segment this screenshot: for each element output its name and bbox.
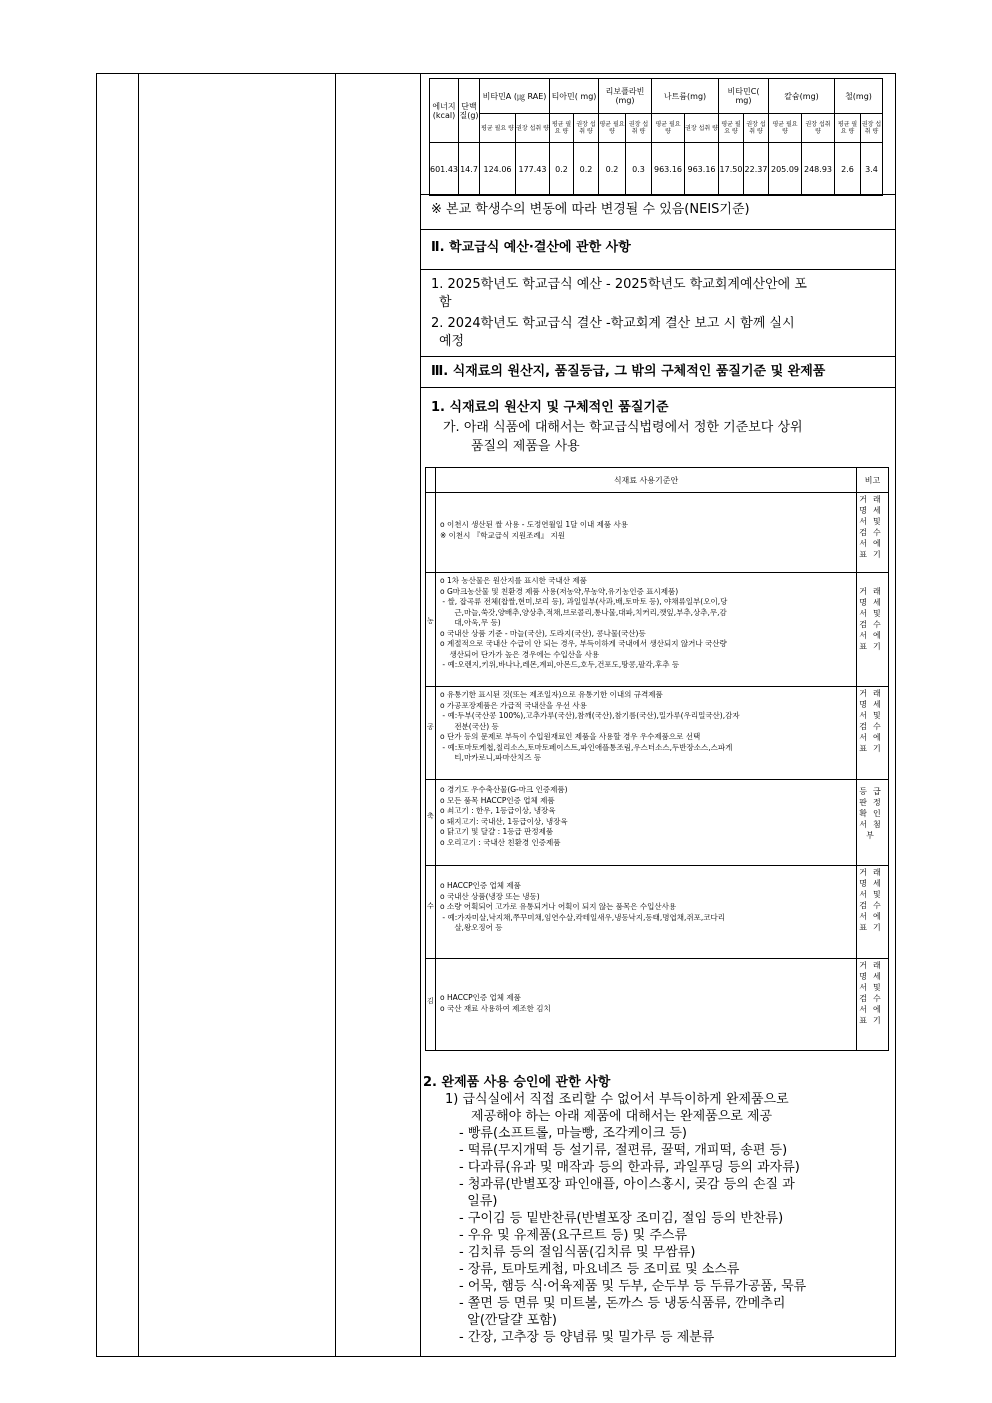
section2-line2: 2. 2024학년도 학교급식 결산 -학교회계 결산 보고 시 함께 실시	[431, 316, 795, 331]
column-divider	[138, 74, 139, 1356]
header-riboflavin: 리보플라빈 (mg)	[599, 79, 652, 114]
value-cell: 2.6	[835, 143, 861, 196]
category-lead: 공	[427, 723, 434, 731]
table-row-divider	[426, 572, 888, 573]
table-row-divider	[426, 779, 888, 780]
value-cell: 963.16	[652, 143, 685, 196]
standard-note: 등급판정확인서첨부	[859, 787, 887, 840]
header-protein: 단백질(g)	[459, 79, 480, 143]
standard-text: o HACCP인증 업체 제품 o 국내산 상품(냉장 또는 냉동) o 소량 어획되어 고가로 유통되거나 어획이 되지 않는 품목은 수입산사용 - 예:가자미살,낙지채,쭈꾸미채,임연수살,칵테일새우,냉동낙지,동태,명엽채,쥐포,코다리 살,왕오징어 등	[440, 881, 726, 932]
value-cell: 17.50	[719, 143, 744, 196]
value-cell: 124.06	[480, 143, 516, 196]
value-cell: 963.16	[685, 143, 719, 196]
divider	[421, 356, 895, 357]
section4-intro1: 1) 급식실에서 직접 조리할 수 없어서 부득이하게 완제품으로	[445, 1092, 789, 1107]
section3-title: Ⅲ. 식재료의 원산지, 품질등급, 그 밖의 구체적인 품질기준 및 완제품	[431, 364, 826, 379]
list-item: - 청과류(반별포장 파인애플, 아이스홍시, 곶감 등의 손질 과	[459, 1177, 795, 1192]
sub-header-ear: 평균 필요 량	[652, 114, 685, 143]
category-lead: 김	[427, 997, 434, 1005]
nutrition-table	[429, 78, 883, 196]
standards-table	[425, 467, 889, 1051]
value-cell: 14.7	[459, 143, 480, 196]
section2-title: Ⅱ. 학교급식 예산·결산에 관한 사항	[431, 240, 631, 255]
table-row-divider	[426, 958, 888, 959]
list-item: - 떡류(무지개떡 등 설기류, 절편류, 꿀떡, 개피떡, 송편 등)	[459, 1143, 788, 1158]
header-energy: 에너지(kcal)	[430, 79, 459, 143]
standards-header: 식재료 사용기준안	[613, 475, 679, 485]
sub-header-ear: 평균 필요 량	[835, 114, 861, 143]
list-item: - 김치류 등의 절임식품(김치류 및 무쌈류)	[459, 1245, 696, 1260]
notice-text: ※ 본교 학생수의 변동에 따라 변경될 수 있음(NEIS기준)	[431, 202, 750, 217]
content-column	[421, 74, 895, 1356]
sub-header-rni: 권장 섭취 량	[574, 114, 599, 143]
section2-line1b: 함	[439, 295, 452, 310]
list-item: - 우유 및 유제품(요구르트 등) 및 주스류	[459, 1228, 687, 1243]
section2-line2b: 예정	[439, 334, 465, 349]
sub-header-ear: 평균 필요 량	[719, 114, 744, 143]
value-cell: 0.3	[626, 143, 652, 196]
sub-header-ear: 평균 필요 량	[599, 114, 626, 143]
standard-text: o 1차 농산물은 원산지를 표시한 국내산 제품 o G마크농산물 및 친환경 제품 사용(저농약,무농약,유기농인증 표시제품) - 쌀, 잡곡류 전체(찹쌀,현미,보리 등), 과일일부(사과,배,토마토 등), 야채류일부(오이,당 근,마늘,쑥갓,양배추,양상추,적채,브로콜리,통나물,대파,치커리,깻잎,부추,상추,무,감 대,아욱,무 등) o 국내산 상품 기준 - 마늘(국산), 도라지(국산), 콩나물(국산)등 o 계절적으로 국내산 수급이 안 되는 경우, 부득이하게 국내에서 생산되지 않거나 국산량 생산되어 단가가 높은 경우에는 수입산을 사용 - 예:오렌지,키위,바나나,레몬,계피,아몬드,호두,건포도,땅콩,팔각,후추 등	[440, 576, 728, 669]
list-item: - 다과류(유과 및 매작과 등의 한과류, 과일푸딩 등의 과자류)	[459, 1160, 800, 1175]
divider	[421, 194, 895, 195]
standard-text: o 경기도 우수축산물(G-마크 인증제품) o 모든 품목 HACCP인증 업체 제품 o 쇠고기 : 한우, 1등급이상, 냉장육 o 돼지고기: 국내산, 1등급이상, 냉장육 o 닭고기 및 달걀 : 1등급 판정제품 o 오리고기 : 국내산 친환경 인증제품	[440, 785, 568, 847]
sub-header-ear: 평균 필요 량	[480, 114, 516, 143]
value-cell: 248.93	[802, 143, 835, 196]
standard-note: 거래명세서및검수서에표기	[859, 868, 887, 932]
table-divider	[856, 468, 857, 1050]
section3-sub1a: 가. 아래 식품에 대해서는 학교급식법령에서 정한 기준보다 상위	[443, 420, 803, 435]
section3-sub1: 1. 식재료의 원산지 및 구체적인 품질기준	[431, 400, 669, 415]
standard-text: o 이천시 생산된 쌀 사용 - 도정연월일 1달 이내 제품 사용 ※ 이천시 『학교급식 지원조례』 지원	[440, 520, 629, 540]
value-cell: 177.43	[516, 143, 550, 196]
section4-title: 2. 완제품 사용 승인에 관한 사항	[423, 1075, 611, 1090]
section4-intro2: 제공해야 하는 아래 제품에 대해서는 완제품으로 제공	[471, 1109, 773, 1124]
document-frame	[96, 73, 896, 1357]
standard-text: o HACCP인증 업체 제품 o 국산 재료 사용하여 제조한 김치	[440, 993, 551, 1013]
value-cell: 22.37	[744, 143, 769, 196]
value-cell: 205.09	[769, 143, 802, 196]
sub-header-rni: 권장 섭취 량	[861, 114, 883, 143]
category-lead: 농	[427, 617, 434, 625]
section3-sub1b: 품질의 제품을 사용	[471, 439, 580, 454]
list-item: - 간장, 고추장 등 양념류 및 밀가루 등 제분류	[459, 1330, 715, 1345]
table-row-divider	[426, 686, 888, 687]
standard-note: 거래명세서및검수서에표기	[859, 689, 887, 753]
sub-header-rni: 권장 섭취 량	[744, 114, 769, 143]
sub-header-rni: 권장 섭취 량	[802, 114, 835, 143]
header-vitamin-a: 비타민A (㎍ RAE)	[480, 79, 550, 114]
header-vitamin-c: 비타민C( mg)	[719, 79, 769, 114]
table-row-divider	[426, 492, 888, 493]
table-divider	[435, 468, 436, 1050]
section2-line1: 1. 2025학년도 학교급식 예산 - 2025학년도 학교회계예산안에 포	[431, 277, 807, 292]
standard-note: 거래명세서및검수서에표기	[859, 495, 887, 559]
list-item: - 쫄면 등 면류 및 미트볼, 돈까스 등 냉동식품류, 깐메추리	[459, 1296, 786, 1311]
sub-header-ear: 평균 필요 량	[550, 114, 574, 143]
value-cell: 0.2	[574, 143, 599, 196]
divider	[421, 229, 895, 230]
list-item: 일류)	[459, 1194, 498, 1209]
standard-note: 거래명세서및검수서에표기	[859, 961, 887, 1025]
category-lead: 축	[427, 812, 434, 820]
divider	[421, 387, 895, 388]
divider	[421, 269, 895, 270]
header-calcium: 칼슘(mg)	[769, 79, 835, 114]
table-row-divider	[426, 865, 888, 866]
column-divider	[335, 74, 336, 1356]
sub-header-ear: 평균 필요 량	[769, 114, 802, 143]
value-cell: 601.43	[430, 143, 459, 196]
list-item: - 빵류(소프트롤, 마늘빵, 조각케이크 등)	[459, 1126, 687, 1141]
header-thiamin: 티아민( mg)	[550, 79, 599, 114]
sub-header-rni: 권장 섭취 량	[626, 114, 652, 143]
standard-note: 거래명세서및검수서에표기	[859, 587, 887, 651]
value-cell: 0.2	[550, 143, 574, 196]
header-sodium: 나트륨(mg)	[652, 79, 719, 114]
sub-header-rni: 권장 섭취 량	[685, 114, 719, 143]
category-lead: 수	[427, 902, 434, 910]
value-cell: 0.2	[599, 143, 626, 196]
standard-text: o 유통기한 표시된 것(또는 제조일자)으로 유통기한 이내의 규격제품 o 가공포장제품은 가급적 국내산을 우선 사용 - 예:두부(국산콩 100%),고추가루(국산),참깨(국산),참기름(국산),밀가루(우리밀국산),감자 전분(국산) 등 o 단가 등의 문제로 부득이 수입원재료인 제품을 사용할 경우 우수제품으로 선택 - 예:토마토케첩,칠리소스,토마토페이스트,파인애플통조림,우스터소스,두반장소스,스파게 티,마카로니,파마산치즈 등	[440, 690, 740, 762]
sub-header-rni: 권장 섭취 량	[516, 114, 550, 143]
value-cell: 3.4	[861, 143, 883, 196]
list-item: - 구이김 등 밑반찬류(반별포장 조미김, 절임 등의 반찬류)	[459, 1211, 784, 1226]
list-item: - 장류, 토마토케첩, 마요네즈 등 조미료 및 소스류	[459, 1262, 740, 1277]
list-item: - 어묵, 햄등 식·어육제품 및 두부, 순두부 등 두류가공품, 묵류	[459, 1279, 807, 1294]
list-item: 알(깐달걀 포함)	[459, 1313, 557, 1328]
header-iron: 철(mg)	[835, 79, 883, 114]
note-header: 비고	[864, 475, 881, 485]
